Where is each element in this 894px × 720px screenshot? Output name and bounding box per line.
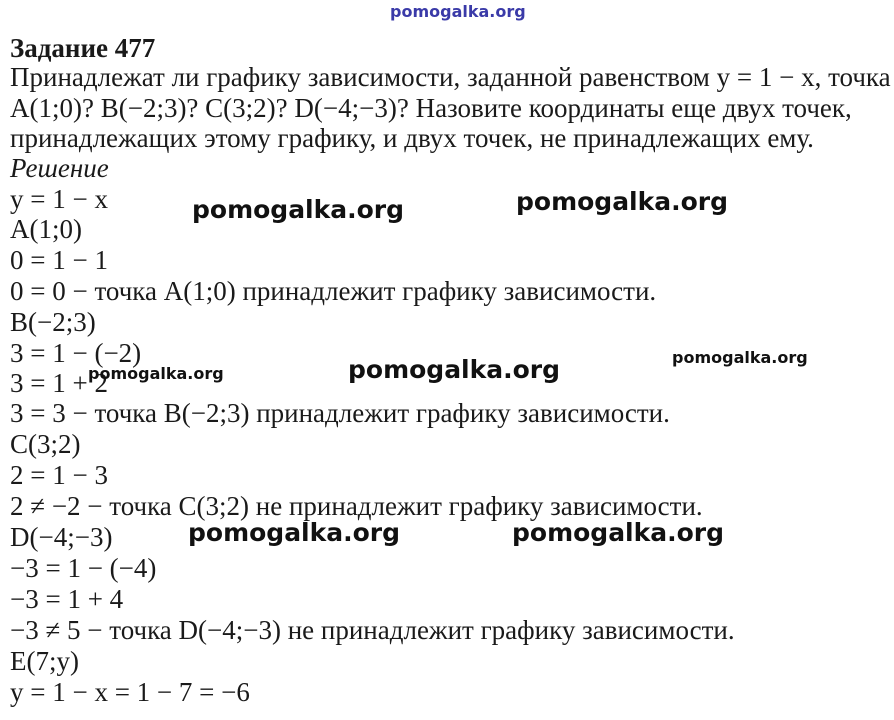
top-watermark[interactable]: pomogalka.org [390,2,526,21]
problem-line-3: принадлежащих этому графику, и двух точек, не принадлежащих ему. [10,123,814,153]
watermark: pomogalka.org [188,518,401,547]
problem-line-1: Принадлежат ли графику зависимости, заданной равенством y = 1 − x, точка [10,62,891,92]
watermark: pomogalka.org [88,364,224,383]
solution-line: y = 1 − x [10,184,108,214]
solution-line: 2 = 1 − 3 [10,460,108,490]
solution-line: −3 = 1 − (−4) [10,553,157,583]
watermark: pomogalka.org [192,195,405,224]
watermark: pomogalka.org [672,348,808,367]
solution-line: D(−4;−3) [10,522,113,552]
watermark: pomogalka.org [512,518,725,547]
solution-line: 3 = 1 + 2 [10,368,108,398]
solution-line: 0 = 0 − точка A(1;0) принадлежит графику зависимости. [10,276,657,306]
problem-line-2: A(1;0)? B(−2;3)? C(3;2)? D(−4;−3)? Назовите координаты еще двух точек, [10,93,852,123]
solution-line: −3 ≠ 5 − точка D(−4;−3) не принадлежит графику зависимости. [10,615,735,645]
solution-line: E(7;y) [10,646,79,676]
solution-heading: Решение [10,153,109,183]
solution-line: A(1;0) [10,214,82,244]
solution-line: 3 = 1 − (−2) [10,338,142,368]
solution-line: B(−2;3) [10,307,96,337]
task-title: Задание 477 [10,33,156,63]
solution-line: −3 = 1 + 4 [10,584,124,614]
solution-line: 3 = 3 − точка B(−2;3) принадлежит графику зависимости. [10,398,670,428]
watermark: pomogalka.org [516,187,729,216]
solution-line: C(3;2) [10,429,81,459]
solution-line: y = 1 − x = 1 − 7 = −6 [10,677,250,707]
watermark: pomogalka.org [348,355,561,384]
solution-line: 0 = 1 − 1 [10,245,108,275]
solution-line: 2 ≠ −2 − точка C(3;2) не принадлежит графику зависимости. [10,491,703,521]
